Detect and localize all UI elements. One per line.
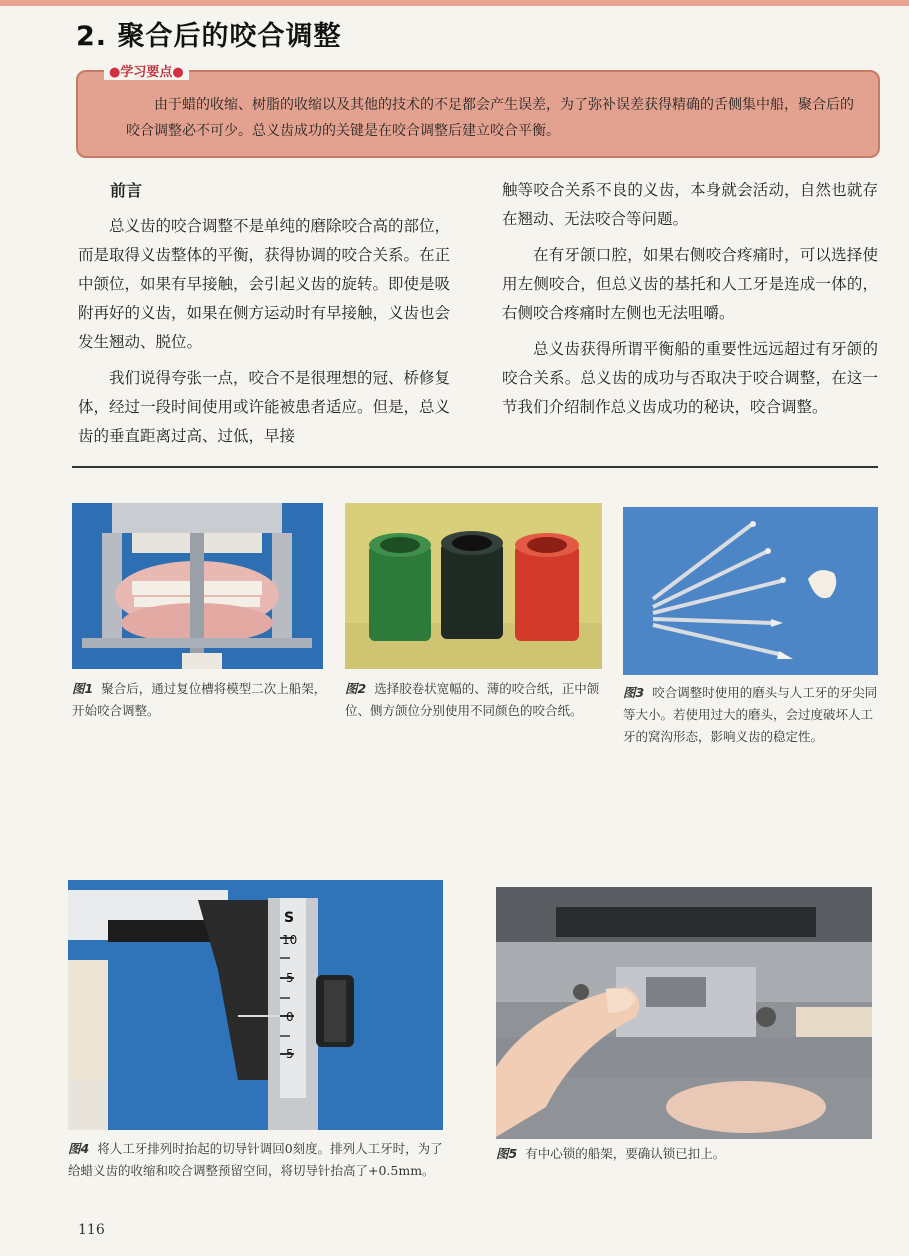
- figure-1-caption: [72, 678, 328, 722]
- gauge-label: 5: [286, 1047, 294, 1061]
- figure-1-photo: [72, 503, 323, 669]
- key-points-text: 由于蜡的收缩、树脂的收缩以及其他的技术的不足都会产生误差，为了弥补误差获得精确的舌侧集中船，聚合后的咬合调整必不可少。总义齿成功的关键是在咬合调整后建立咬合平衡。: [126, 97, 854, 139]
- gauge-label: S: [284, 910, 295, 926]
- figure-label: 图1: [72, 681, 94, 696]
- gauge-label: 5: [286, 971, 294, 985]
- figure-3-caption: [623, 682, 885, 748]
- figure-label: 图5: [496, 1146, 518, 1161]
- intro-paragraph: 我们说得夸张一点，咬合不是很理想的冠、桥修复体，经过一段时间使用或许能被患者适应。但是，总义齿的垂直距离过高、过低，早接: [78, 369, 451, 445]
- intro-heading: 前言: [110, 181, 143, 200]
- intro-paragraph: 在有牙颌口腔，如果右侧咬合疼痛时，可以选择使用左侧咬合，但总义齿的基托和人工牙是连成一体的，右侧咬合疼痛时左侧也无法咀嚼。: [502, 246, 878, 322]
- figure-5-caption: [496, 1143, 876, 1165]
- intro-paragraph: 触等咬合关系不良的义齿，本身就会活动，自然也就存在翘动、无法咬合等问题。: [502, 181, 878, 228]
- key-points-label: 学习要点: [120, 65, 173, 80]
- figure-label: 图2: [345, 681, 367, 696]
- gauge-label: 0: [286, 1010, 294, 1024]
- figure-4-caption: [68, 1138, 448, 1182]
- page-number: 116: [78, 1222, 105, 1238]
- intro-paragraph: 总义齿的咬合调整不是单纯的磨除咬合高的部位，而是取得义齿整体的平衡，获得协调的咬合关系。在正中颌位，如果有早接触，会引起义齿的旋转。即使是吸附再好的义齿，如果在侧方运动时有早接触，义齿也会发生翘动、脱位。: [78, 217, 451, 351]
- figure-caption-text: 聚合后，通过复位槽将模型二次上船架，开始咬合调整。: [72, 681, 327, 718]
- figure-2-caption: [345, 678, 605, 722]
- figure-2-photo: [345, 503, 602, 669]
- section-title: 2. 聚合后的咬合调整: [76, 21, 342, 52]
- figure-caption-text: 有中心锁的船架，要确认锁已扣上。: [525, 1146, 726, 1161]
- key-points-label-tag: [104, 61, 189, 80]
- intro-paragraph: 总义齿获得所谓平衡船的重要性远远超过有牙颌的咬合关系。总义齿的成功与否取决于咬合调整，在这一节我们介绍制作总义齿成功的秘诀，咬合调整。: [502, 340, 878, 416]
- bullet-dot-icon: ●: [172, 65, 184, 80]
- figure-label: 图3: [623, 685, 645, 700]
- section-divider: [72, 466, 878, 468]
- figure-5-photo: [496, 887, 872, 1139]
- intro-right-column: [502, 176, 878, 429]
- figure-caption-text: 选择胶卷状宽幅的、薄的咬合纸，正中颌位、侧方颌位分别使用不同颜色的咬合纸。: [345, 681, 600, 718]
- figure-3-photo: [623, 507, 878, 675]
- figure-caption-text: 将人工牙排列时抬起的切导针调回0刻度。排列人工牙时，为了给蜡义齿的收缩和咬合调整预留空间，将切导针抬高了+0.5mm。: [68, 1141, 443, 1178]
- intro-left-column: [78, 176, 450, 458]
- top-color-band: [0, 0, 909, 6]
- bullet-dot-icon: ●: [109, 65, 121, 80]
- figure-label: 图4: [68, 1141, 90, 1156]
- gauge-label: 10: [282, 933, 298, 947]
- figure-caption-text: 咬合调整时使用的磨头与人工牙的牙尖同等大小。若使用过大的磨头，会过度破坏人工牙的窝沟形态，影响义齿的稳定性。: [623, 685, 878, 744]
- figure-4-photo: [68, 880, 443, 1130]
- key-points-box: [76, 65, 880, 158]
